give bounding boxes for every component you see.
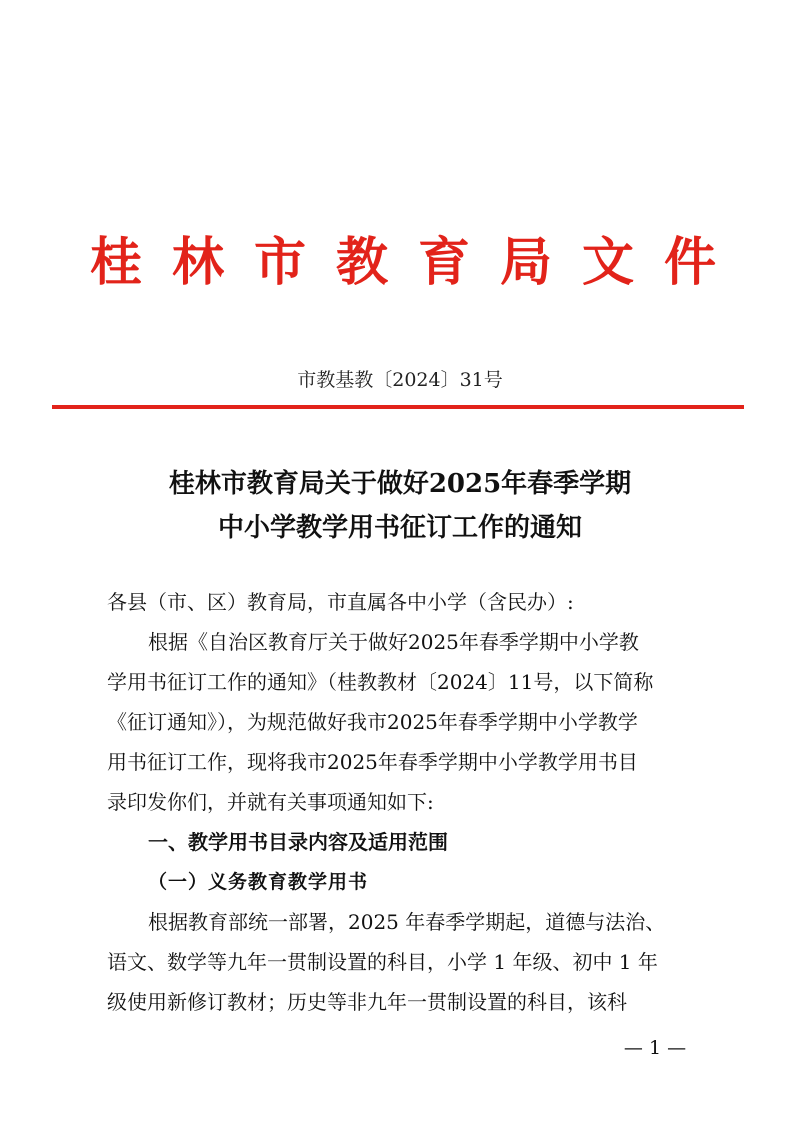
paragraph-1-line-4: 用书征订工作，现将我市2025年春季学期中小学教学用书目 xyxy=(107,750,638,774)
page-number: — 1 — xyxy=(623,1037,687,1059)
document-title-line-2: 中小学教学用书征订工作的通知 xyxy=(217,513,582,543)
paragraph-1-line-2: 学用书征订工作的通知》（桂教教材〔2024〕11号，以下简称 xyxy=(107,670,654,694)
section-1-heading: 一、教学用书目录内容及适用范围 xyxy=(148,830,448,854)
paragraph-1-line-3: 《征订通知》），为规范做好我市2025年春季学期中小学教学 xyxy=(107,710,638,734)
paragraph-2-line-3: 级使用新修订教材；历史等非九年一贯制设置的科目，该科 xyxy=(107,990,627,1014)
red-divider-line xyxy=(52,405,744,409)
paragraph-2-line-2: 语文、数学等九年一贯制设置的科目，小学 1 年级、初中 1 年 xyxy=(107,950,658,974)
paragraph-1-line-5: 录印发你们，并就有关事项通知如下: xyxy=(107,790,434,814)
paragraph-2-line-1: 根据教育部统一部署，2025 年春季学期起，道德与法治、 xyxy=(148,910,666,934)
issuer-title: 桂林市教育局文件 xyxy=(90,232,747,293)
salutation: 各县（市、区）教育局，市直属各中小学（含民办）: xyxy=(107,590,574,614)
document-title-line-1: 桂林市教育局关于做好2025年春季学期 xyxy=(168,469,632,499)
subsection-1-heading: （一）义务教育教学用书 xyxy=(148,871,369,893)
document-number: 市教基教〔2024〕31号 xyxy=(297,369,503,391)
paragraph-1-line-1: 根据《自治区教育厅关于做好2025年春季学期中小学教 xyxy=(148,630,639,654)
